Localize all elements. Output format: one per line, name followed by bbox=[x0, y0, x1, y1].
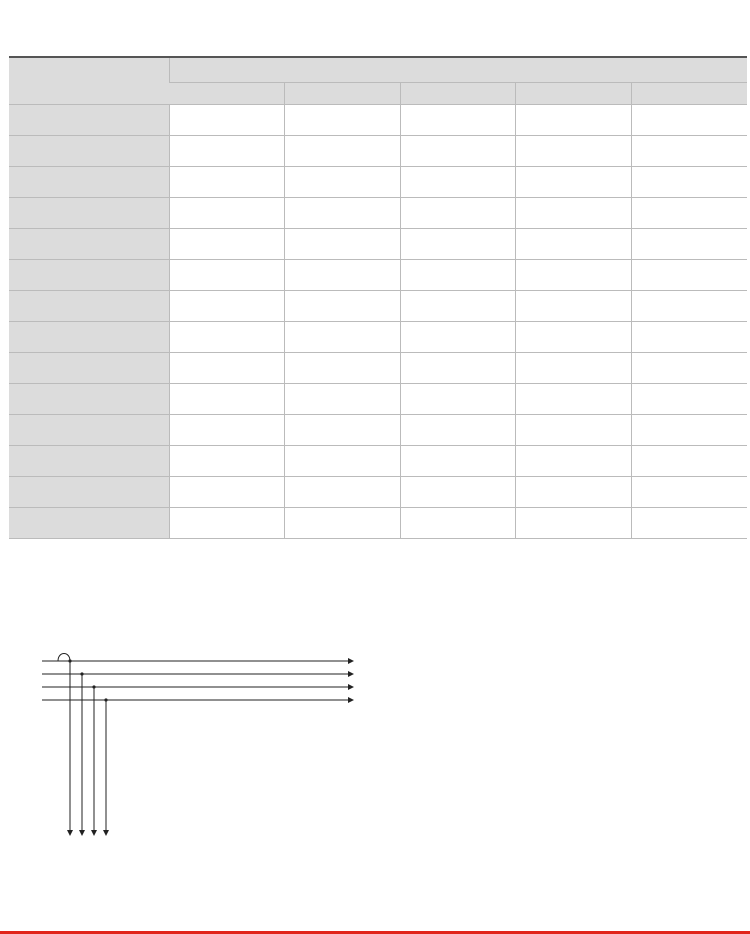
junction-dot bbox=[92, 685, 95, 688]
spec-cell bbox=[285, 228, 401, 259]
spec-cell bbox=[285, 414, 401, 445]
spec-cell bbox=[285, 166, 401, 197]
arrow-icon bbox=[91, 830, 97, 836]
spec-cell bbox=[169, 135, 285, 166]
ct-loop bbox=[58, 654, 70, 662]
spec-row-label bbox=[9, 197, 169, 228]
spec-cell bbox=[169, 352, 285, 383]
spec-cell bbox=[400, 290, 516, 321]
spec-cell bbox=[285, 197, 401, 228]
spec-row-label bbox=[9, 228, 169, 259]
arrow-icon bbox=[348, 671, 354, 677]
wiring-diagram-1 bbox=[0, 640, 375, 890]
spec-row-label bbox=[9, 135, 169, 166]
spec-row-label bbox=[9, 383, 169, 414]
spec-cell bbox=[400, 135, 516, 166]
spec-cell bbox=[169, 507, 285, 538]
spec-row bbox=[9, 352, 747, 383]
spec-cell bbox=[169, 445, 285, 476]
spec-cell bbox=[516, 104, 632, 135]
type-header bbox=[169, 57, 747, 82]
spec-cell bbox=[631, 197, 747, 228]
spec-cell bbox=[631, 135, 747, 166]
spec-row-label bbox=[9, 290, 169, 321]
spec-cell bbox=[285, 104, 401, 135]
spec-cell bbox=[631, 290, 747, 321]
spec-row bbox=[9, 445, 747, 476]
spec-row-label bbox=[9, 352, 169, 383]
spec-cell bbox=[285, 383, 401, 414]
spec-cell bbox=[631, 228, 747, 259]
spec-cell bbox=[285, 445, 401, 476]
spec-cell bbox=[631, 383, 747, 414]
spec-cell bbox=[516, 383, 632, 414]
spec-cell bbox=[516, 352, 632, 383]
spec-cell bbox=[285, 135, 401, 166]
spec-cell bbox=[285, 507, 401, 538]
spec-cell bbox=[516, 414, 632, 445]
spec-cell bbox=[516, 476, 632, 507]
spec-cell bbox=[169, 290, 285, 321]
spec-row bbox=[9, 476, 747, 507]
spec-row-label bbox=[9, 259, 169, 290]
spec-cell bbox=[516, 507, 632, 538]
spec-cell bbox=[516, 197, 632, 228]
spec-cell bbox=[400, 228, 516, 259]
spec-row-label bbox=[9, 476, 169, 507]
spec-cell bbox=[516, 321, 632, 352]
spec-cell bbox=[516, 445, 632, 476]
spec-cell bbox=[285, 290, 401, 321]
spec-row-label bbox=[9, 104, 169, 135]
spec-cell bbox=[400, 352, 516, 383]
spec-row bbox=[9, 321, 747, 352]
arrow-icon bbox=[348, 684, 354, 690]
spec-row bbox=[9, 414, 747, 445]
spec-row-label bbox=[9, 321, 169, 352]
spec-row-label bbox=[9, 414, 169, 445]
spec-cell bbox=[516, 166, 632, 197]
arrow-icon bbox=[67, 830, 73, 836]
model-header bbox=[169, 82, 285, 104]
junction-dot bbox=[68, 659, 71, 662]
model-header bbox=[516, 82, 632, 104]
spec-row bbox=[9, 135, 747, 166]
spec-cell bbox=[285, 476, 401, 507]
spec-row bbox=[9, 290, 747, 321]
spec-cell bbox=[400, 507, 516, 538]
wiring-diagram-2 bbox=[375, 640, 750, 900]
spec-table bbox=[9, 56, 747, 539]
spec-cell bbox=[285, 259, 401, 290]
spec-cell bbox=[400, 445, 516, 476]
spec-cell bbox=[400, 383, 516, 414]
spec-row bbox=[9, 507, 747, 538]
spec-row bbox=[9, 104, 747, 135]
spec-row-label bbox=[9, 166, 169, 197]
spec-cell bbox=[400, 476, 516, 507]
spec-cell bbox=[631, 321, 747, 352]
spec-cell bbox=[516, 135, 632, 166]
spec-cell bbox=[169, 414, 285, 445]
spec-cell bbox=[631, 414, 747, 445]
spec-cell bbox=[516, 228, 632, 259]
spec-cell bbox=[631, 445, 747, 476]
spec-cell bbox=[285, 321, 401, 352]
spec-row bbox=[9, 228, 747, 259]
spec-cell bbox=[631, 507, 747, 538]
spec-row-label bbox=[9, 507, 169, 538]
spec-cell bbox=[400, 414, 516, 445]
spec-cell bbox=[400, 197, 516, 228]
junction-dot bbox=[80, 672, 83, 675]
spec-cell bbox=[400, 104, 516, 135]
spec-cell bbox=[169, 228, 285, 259]
spec-cell bbox=[400, 166, 516, 197]
spec-cell bbox=[631, 259, 747, 290]
spec-cell bbox=[516, 290, 632, 321]
arrow-icon bbox=[103, 830, 109, 836]
model-header bbox=[400, 82, 516, 104]
spec-cell bbox=[169, 166, 285, 197]
spec-row bbox=[9, 383, 747, 414]
arrow-icon bbox=[79, 830, 85, 836]
spec-cell bbox=[169, 476, 285, 507]
arrow-icon bbox=[348, 658, 354, 664]
spec-cell bbox=[400, 321, 516, 352]
spec-cell bbox=[631, 476, 747, 507]
spec-row-label bbox=[9, 445, 169, 476]
spec-cell bbox=[631, 104, 747, 135]
model-header bbox=[631, 82, 747, 104]
spec-row bbox=[9, 197, 747, 228]
item-header bbox=[9, 57, 169, 104]
model-header bbox=[285, 82, 401, 104]
spec-cell bbox=[169, 321, 285, 352]
arrow-icon bbox=[348, 697, 354, 703]
spec-row bbox=[9, 166, 747, 197]
spec-cell bbox=[400, 259, 516, 290]
spec-cell bbox=[631, 166, 747, 197]
spec-cell bbox=[169, 197, 285, 228]
spec-cell bbox=[169, 383, 285, 414]
junction-dot bbox=[104, 698, 107, 701]
spec-cell bbox=[169, 259, 285, 290]
spec-cell bbox=[169, 104, 285, 135]
spec-row bbox=[9, 259, 747, 290]
spec-cell bbox=[516, 259, 632, 290]
spec-cell bbox=[631, 352, 747, 383]
spec-cell bbox=[285, 352, 401, 383]
